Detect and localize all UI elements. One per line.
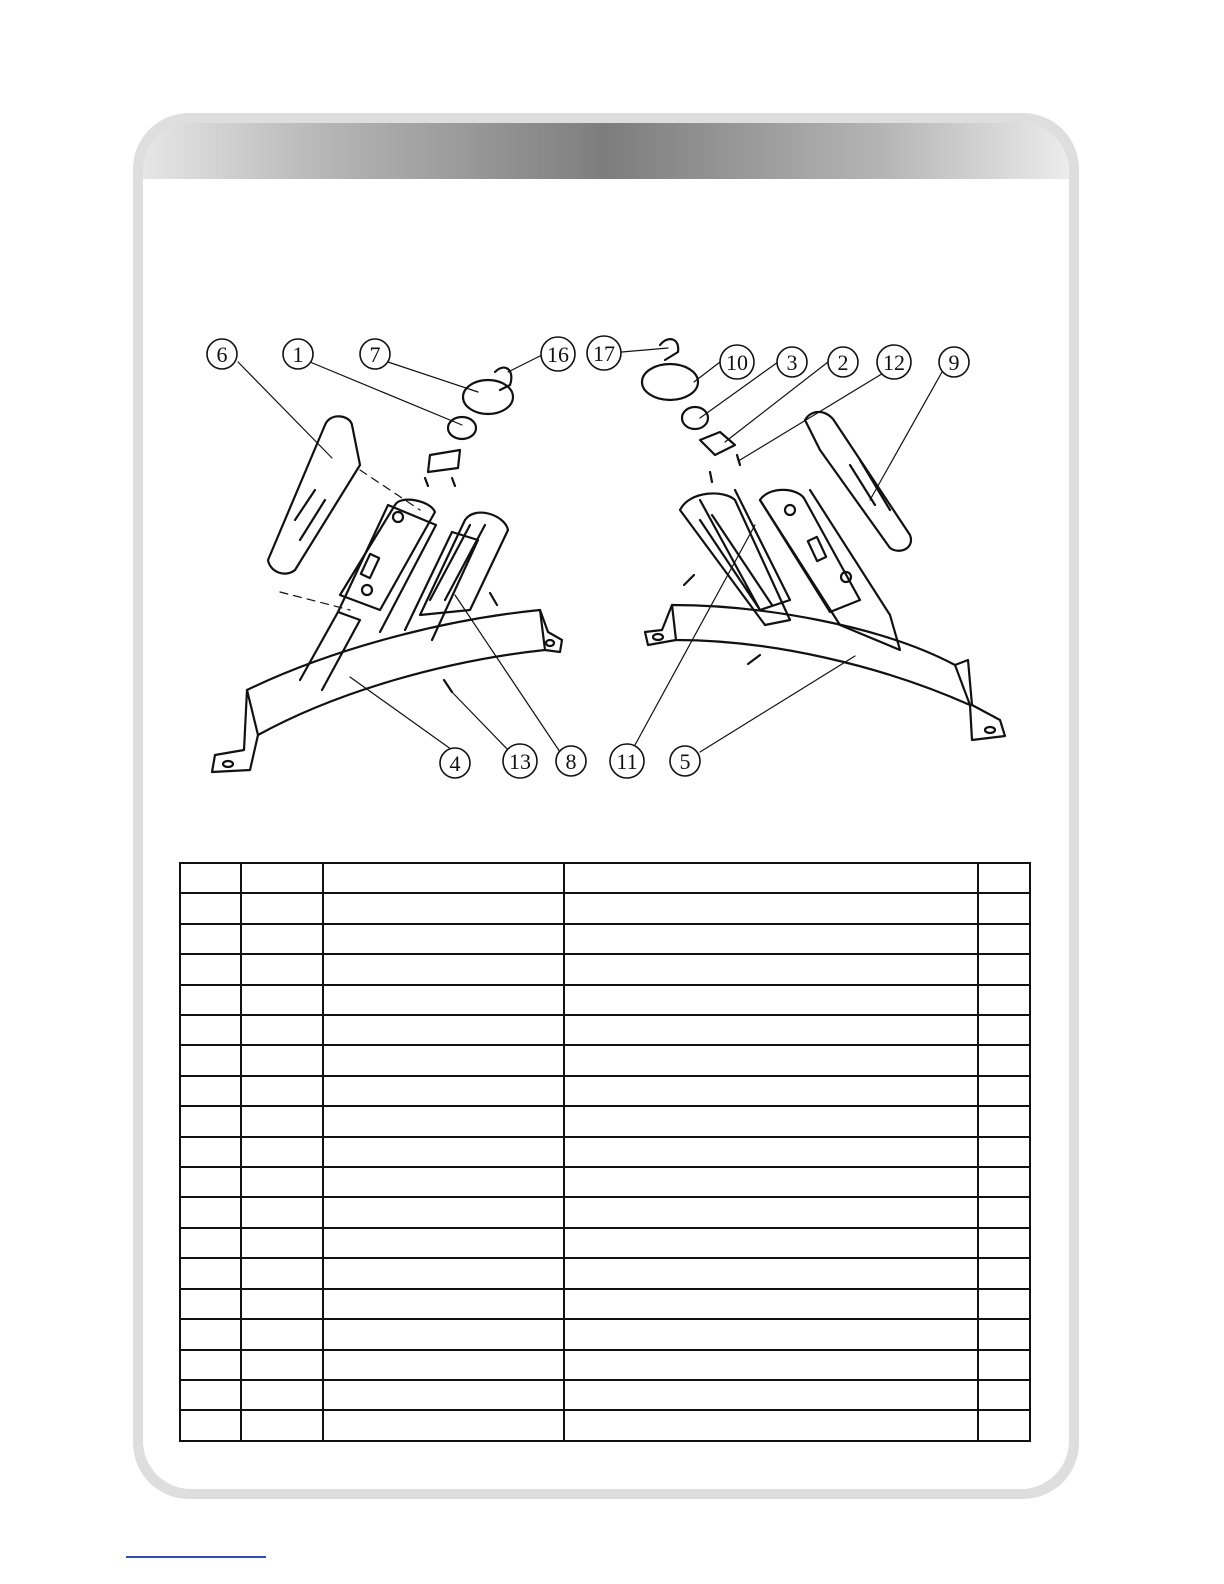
table-cell: [241, 1228, 323, 1258]
table-row: [180, 863, 1030, 893]
table-cell: [564, 893, 978, 923]
table-cell: [180, 1319, 241, 1349]
table-cell: [564, 1258, 978, 1288]
callout-1: [283, 339, 313, 369]
table-cell: [180, 1137, 241, 1167]
table-cell: [564, 1015, 978, 1045]
table-cell: [180, 1045, 241, 1075]
table-cell: [180, 1167, 241, 1197]
table-cell: [241, 1258, 323, 1288]
table-cell: [241, 1106, 323, 1136]
table-cell: [241, 1197, 323, 1227]
table-cell: [978, 1289, 1030, 1319]
table-cell: [180, 1076, 241, 1106]
table-cell: [564, 1137, 978, 1167]
table-cell: [564, 954, 978, 984]
table-row: [180, 1106, 1030, 1136]
callout-10: [720, 345, 754, 379]
table-cell: [180, 1258, 241, 1288]
callout-9: [939, 347, 969, 377]
table-cell: [180, 893, 241, 923]
table-cell: [564, 1350, 978, 1380]
parts-list-table: [179, 862, 1031, 1442]
table-row: [180, 1137, 1030, 1167]
left-console: [425, 368, 513, 486]
svg-text:8: 8: [565, 749, 577, 774]
svg-text:6: 6: [216, 342, 228, 367]
table-cell: [323, 1319, 564, 1349]
table-cell: [564, 1380, 978, 1410]
right-upper-tube: [760, 490, 860, 612]
table-cell: [564, 1228, 978, 1258]
table-cell: [978, 863, 1030, 893]
table-cell: [323, 1045, 564, 1075]
table-cell: [180, 1197, 241, 1227]
table-row: [180, 1289, 1030, 1319]
table-cell: [564, 1076, 978, 1106]
table-cell: [241, 924, 323, 954]
table-cell: [323, 1197, 564, 1227]
callout-17: [587, 336, 621, 370]
table-cell: [323, 893, 564, 923]
table-row: [180, 1045, 1030, 1075]
svg-text:2: 2: [837, 350, 849, 375]
callout-2: [828, 347, 858, 377]
table-cell: [241, 1015, 323, 1045]
table-cell: [241, 1289, 323, 1319]
callout-5: [670, 746, 700, 776]
table-cell: [564, 1197, 978, 1227]
table-cell: [978, 985, 1030, 1015]
table-row: [180, 1167, 1030, 1197]
table-cell: [241, 1076, 323, 1106]
table-cell: [564, 1289, 978, 1319]
svg-text:3: 3: [786, 350, 798, 375]
svg-text:10: 10: [726, 350, 748, 375]
table-cell: [978, 1197, 1030, 1227]
table-cell: [241, 1380, 323, 1410]
table-cell: [978, 1045, 1030, 1075]
table-row: [180, 1197, 1030, 1227]
table-cell: [241, 893, 323, 923]
table-row: [180, 893, 1030, 923]
table-row: [180, 924, 1030, 954]
table-row: [180, 1319, 1030, 1349]
table-cell: [241, 863, 323, 893]
table-cell: [241, 1319, 323, 1349]
table-row: [180, 1380, 1030, 1410]
table-cell: [323, 1015, 564, 1045]
callout-16: [541, 337, 575, 371]
callout-13: [503, 744, 537, 778]
table-row: [180, 1350, 1030, 1380]
table-cell: [180, 1228, 241, 1258]
table-row: [180, 1228, 1030, 1258]
table-cell: [180, 863, 241, 893]
table-cell: [978, 1137, 1030, 1167]
table-cell: [180, 1410, 241, 1441]
table-cell: [180, 1015, 241, 1045]
table-cell: [564, 1045, 978, 1075]
svg-text:4: 4: [449, 751, 461, 776]
table-cell: [978, 1380, 1030, 1410]
table-cell: [323, 1167, 564, 1197]
table-row: [180, 985, 1030, 1015]
table-cell: [978, 1228, 1030, 1258]
parts-list-body: [180, 863, 1030, 1441]
table-cell: [323, 1410, 564, 1441]
table-cell: [241, 1410, 323, 1441]
table-cell: [323, 954, 564, 984]
table-cell: [323, 1228, 564, 1258]
table-cell: [978, 1106, 1030, 1136]
table-cell: [180, 1106, 241, 1136]
table-cell: [180, 954, 241, 984]
table-cell: [241, 1350, 323, 1380]
table-cell: [180, 985, 241, 1015]
table-cell: [564, 985, 978, 1015]
table-cell: [978, 1076, 1030, 1106]
callout-4: [440, 748, 470, 778]
callout-8: [556, 746, 586, 776]
callout-11: [610, 744, 644, 778]
table-row: [180, 1015, 1030, 1045]
table-cell: [241, 954, 323, 984]
table-cell: [564, 1106, 978, 1136]
table-cell: [180, 924, 241, 954]
table-row: [180, 954, 1030, 984]
table-cell: [241, 1045, 323, 1075]
svg-text:13: 13: [509, 749, 531, 774]
table-cell: [323, 924, 564, 954]
table-cell: [978, 1350, 1030, 1380]
footer-link-underline[interactable]: [126, 1556, 266, 1558]
table-cell: [323, 1106, 564, 1136]
callout-6: [207, 339, 237, 369]
table-cell: [564, 1319, 978, 1349]
table-row: [180, 1258, 1030, 1288]
table-cell: [564, 1410, 978, 1441]
table-cell: [323, 1350, 564, 1380]
svg-text:16: 16: [547, 342, 569, 367]
table-cell: [978, 1015, 1030, 1045]
table-cell: [978, 954, 1030, 984]
table-cell: [323, 1258, 564, 1288]
table-cell: [241, 1137, 323, 1167]
svg-text:17: 17: [593, 341, 615, 366]
table-cell: [978, 924, 1030, 954]
svg-text:9: 9: [948, 350, 960, 375]
table-cell: [323, 1380, 564, 1410]
table-cell: [564, 1167, 978, 1197]
svg-text:11: 11: [616, 749, 638, 774]
table-cell: [978, 893, 1030, 923]
table-cell: [323, 1076, 564, 1106]
table-cell: [241, 985, 323, 1015]
svg-text:12: 12: [883, 350, 905, 375]
table-row: [180, 1076, 1030, 1106]
table-cell: [323, 985, 564, 1015]
table-cell: [323, 1289, 564, 1319]
callout-12: [877, 345, 911, 379]
table-cell: [323, 863, 564, 893]
table-cell: [180, 1289, 241, 1319]
svg-text:1: 1: [292, 342, 304, 367]
table-cell: [323, 1137, 564, 1167]
table-row: [180, 1410, 1030, 1441]
table-cell: [564, 863, 978, 893]
svg-text:5: 5: [679, 749, 691, 774]
right-base-frame: [645, 490, 1005, 740]
callout-3: [777, 347, 807, 377]
table-cell: [978, 1167, 1030, 1197]
table-cell: [978, 1319, 1030, 1349]
callout-7: [360, 339, 390, 369]
table-cell: [180, 1350, 241, 1380]
left-base-frame: [212, 505, 562, 772]
table-cell: [564, 924, 978, 954]
svg-text:7: 7: [369, 342, 381, 367]
table-cell: [180, 1380, 241, 1410]
table-cell: [978, 1258, 1030, 1288]
table-cell: [241, 1167, 323, 1197]
table-cell: [978, 1410, 1030, 1441]
